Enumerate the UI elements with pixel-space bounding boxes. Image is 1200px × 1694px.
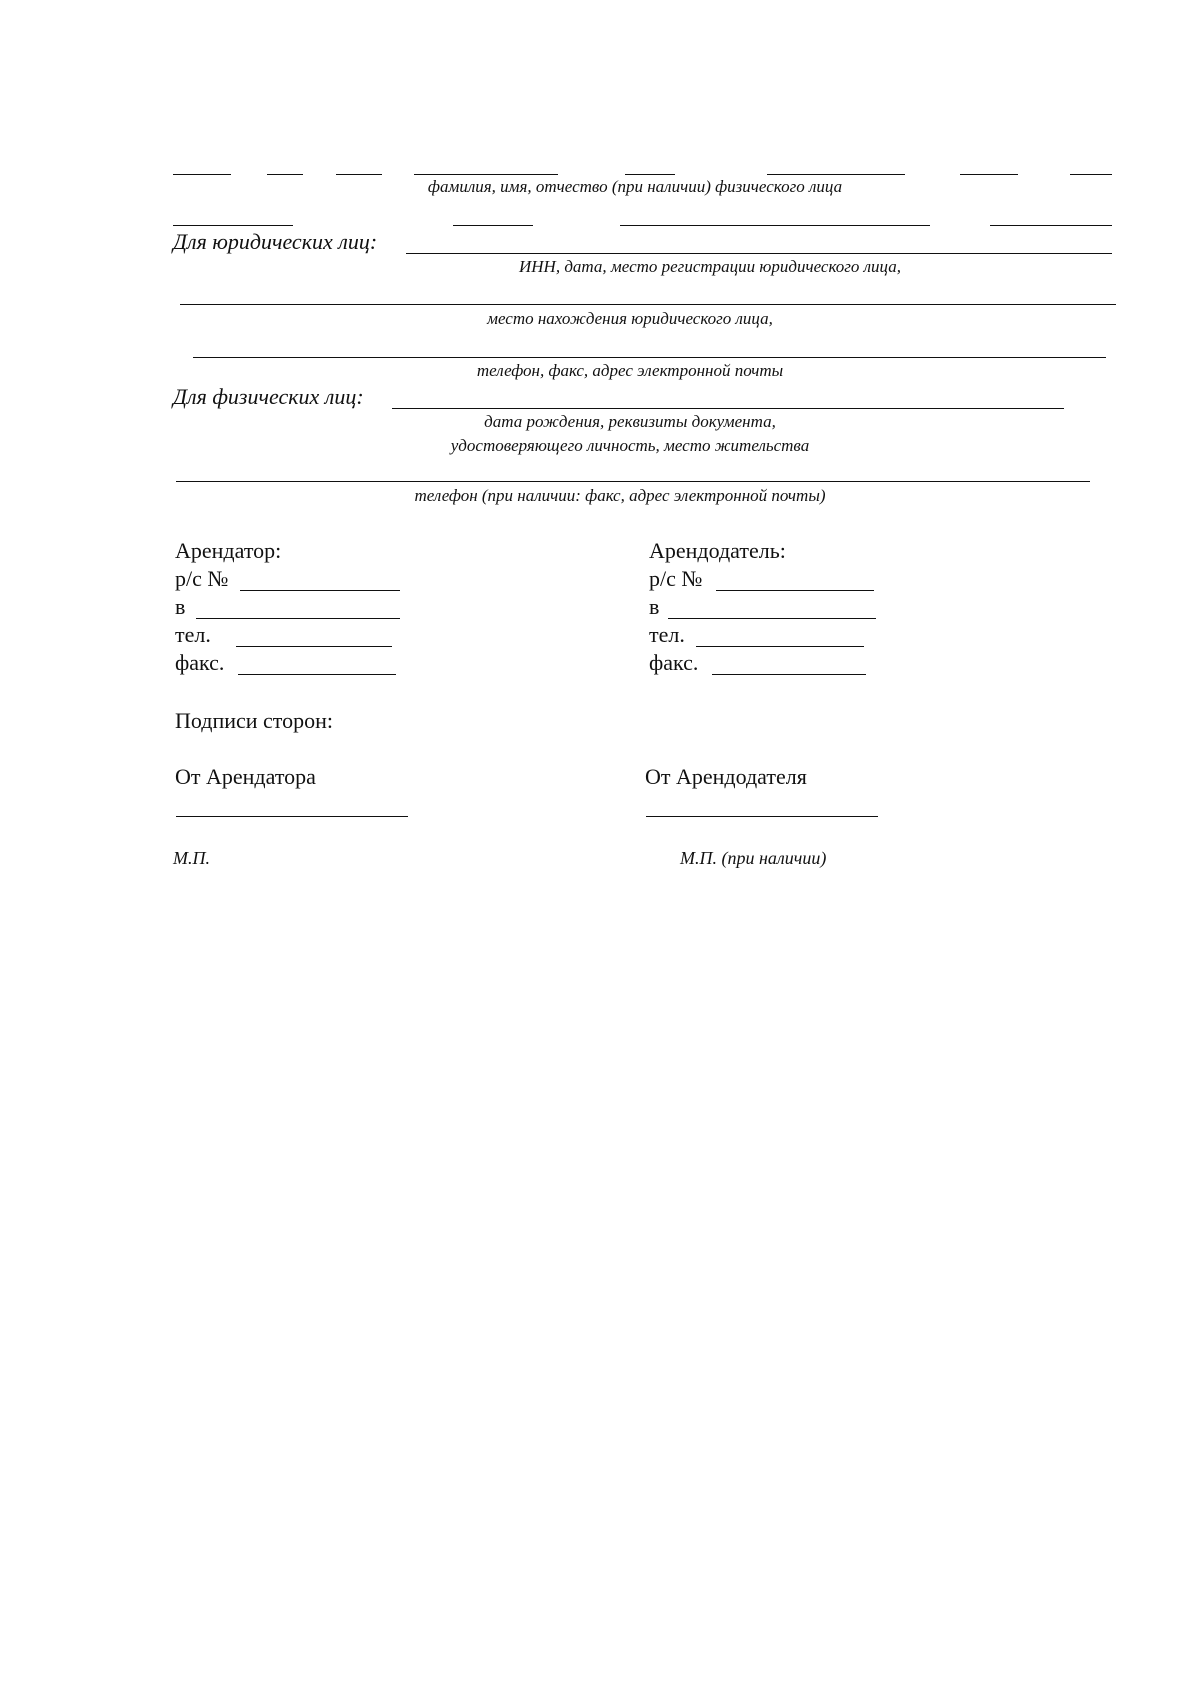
landlord-bank-label: в [649,594,660,619]
individual-line [392,408,1064,409]
landlord-bank-line [668,618,876,619]
line-segment [620,225,930,226]
landlord-title: Арендодатель: [649,538,786,563]
fio-line-segment [767,174,905,175]
individual-birth-caption-1: дата рождения, реквизиты документа, [484,412,776,431]
landlord-account-label: р/с № [649,566,703,591]
fio-line-segment [1070,174,1112,175]
tenant-fax-line [238,674,396,675]
individual-birth-caption-2: удостоверяющего личность, место жительства [450,436,810,455]
line-segment [173,225,293,226]
legal-location-line [180,304,1116,305]
tenant-stamp-label: М.П. [173,848,210,868]
tenant-title: Арендатор: [175,538,282,563]
tenant-signature-label: От Арендатора [175,764,316,789]
landlord-phone-line [696,646,864,647]
landlord-fax-label: факс. [649,650,699,675]
tenant-phone-label: тел. [175,622,211,647]
legal-contacts-caption: телефон, факс, адрес электронной почты [476,361,784,380]
fio-caption: фамилия, имя, отчество (при наличии) физического лица [427,177,843,196]
landlord-signature-label: От Арендодателя [645,764,807,789]
landlord-stamp-label: М.П. (при наличии) [680,848,827,868]
legal-entity-line [406,253,1112,254]
individual-phone-caption: телефон (при наличии: факс, адрес электронной почты) [414,486,826,505]
tenant-bank-label: в [175,594,186,619]
tenant-phone-line [236,646,392,647]
individual-label: Для физических лиц: [173,384,364,409]
line-segment [453,225,533,226]
landlord-fax-line [712,674,866,675]
legal-contacts-line [193,357,1106,358]
tenant-fax-label: факс. [175,650,225,675]
tenant-signature-line [176,816,408,817]
individual-phone-line [176,481,1090,482]
signatures-heading: Подписи сторон: [175,708,334,733]
landlord-account-line [716,590,874,591]
fio-line-segment [414,174,558,175]
fio-line-segment [960,174,1018,175]
tenant-account-label: р/с № [175,566,229,591]
tenant-account-line [240,590,400,591]
fio-line-segment [173,174,231,175]
fio-line-segment [336,174,382,175]
line-segment [990,225,1112,226]
fio-line-segment [267,174,303,175]
landlord-signature-line [646,816,878,817]
fio-line-segment [625,174,675,175]
legal-location-caption: место нахождения юридического лица, [487,309,773,328]
legal-entity-label: Для юридических лиц: [173,229,378,254]
tenant-bank-line [196,618,400,619]
landlord-phone-label: тел. [649,622,685,647]
legal-inn-caption: ИНН, дата, место регистрации юридического лица, [518,257,902,276]
